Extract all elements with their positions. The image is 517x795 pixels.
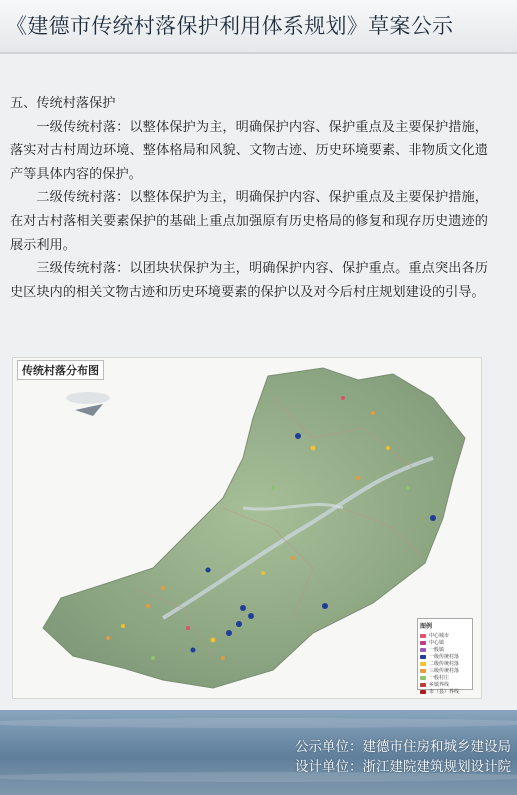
legend-label: 市（县）界线 xyxy=(429,689,460,695)
legend-item xyxy=(420,646,470,653)
paragraph-level-1: 一级传统村落：以整体保护为主，明确保护内容、保护重点及主要保护措施，落实对古村周边环境、整体格局和风貌、文物古迹、历史环境要素、非物质文化遗产等具体内容的保护。 xyxy=(10,119,488,182)
publisher-text: 公示单位：建德市住房和城乡建设局 xyxy=(295,739,511,755)
legend-item xyxy=(420,681,470,688)
paragraph-level-3: 三级传统村落：以团块状保护为主，明确保护内容、保护重点。重点突出各历史区块内的相关文物古迹和历史环境要素的保护以及对今后村庄规划建设的引导。 xyxy=(10,261,488,300)
legend-swatch xyxy=(420,662,426,666)
legend-swatch xyxy=(420,690,426,694)
legend-label: 中心镇 xyxy=(429,640,445,646)
footer-banner xyxy=(0,710,517,795)
map-title: 传统村落分布图 xyxy=(17,360,104,380)
section-content xyxy=(10,92,488,304)
legend-item xyxy=(420,632,470,639)
page-title: 《建德市传统村落保护利用体系规划》草案公示 xyxy=(6,14,454,38)
decor-wave xyxy=(0,718,517,728)
decor-bird xyxy=(75,404,103,416)
legend-label: 二级传统村落 xyxy=(429,661,460,667)
map-legend xyxy=(417,618,473,695)
legend-label: 中心城市 xyxy=(429,633,450,639)
map-graphic xyxy=(13,358,481,698)
legend-swatch xyxy=(420,676,426,680)
legend-item xyxy=(420,653,470,660)
legend-swatch xyxy=(420,683,426,687)
legend-item xyxy=(420,688,470,695)
legend-label: 三级传统村落 xyxy=(429,668,460,674)
legend-item xyxy=(420,639,470,646)
header-banner xyxy=(0,0,517,54)
legend-swatch xyxy=(420,634,426,638)
decor-cloud xyxy=(66,392,110,404)
legend-swatch xyxy=(420,669,426,673)
legend-swatch xyxy=(420,655,426,659)
legend-title: 图例 xyxy=(420,623,433,630)
legend-item xyxy=(420,667,470,674)
legend-label: 一般村庄 xyxy=(429,675,450,681)
legend-swatch xyxy=(420,648,426,652)
designer-text: 设计单位：浙江建院建筑规划设计院 xyxy=(295,759,511,775)
legend-label: 乡镇界线 xyxy=(429,682,450,688)
section-heading: 五、传统村落保护 xyxy=(10,96,116,111)
paragraph-level-2: 二级传统村落：以整体保护为主，明确保护内容、保护重点及主要保护措施，在对古村落相关要素保护的基础上重点加强原有历史格局的修复和现存历史遗迹的展示利用。 xyxy=(10,190,488,253)
map-region xyxy=(43,368,465,688)
legend-item xyxy=(420,660,470,667)
legend-label: 一般镇 xyxy=(429,647,445,653)
legend-item xyxy=(420,674,470,681)
legend-swatch xyxy=(420,641,426,645)
legend-label: 一级传统村落 xyxy=(429,654,460,660)
village-distribution-map xyxy=(12,357,482,699)
legend-items xyxy=(420,632,470,695)
